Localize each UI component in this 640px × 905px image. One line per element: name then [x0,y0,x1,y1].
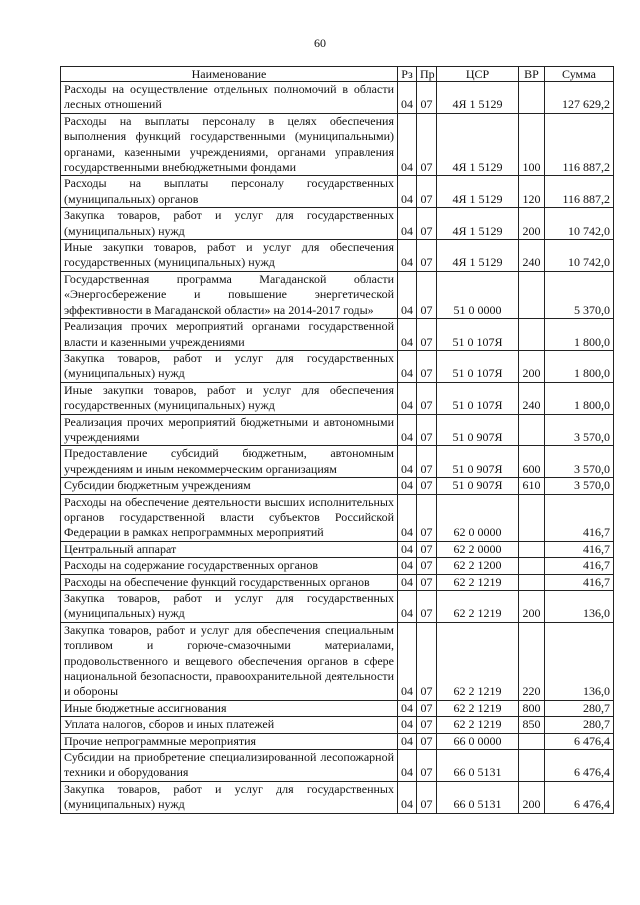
cell-csr: 4Я 1 5129 [437,113,519,176]
header-csr: ЦСР [437,67,519,82]
cell-csr: 51 0 0000 [437,271,519,318]
cell-rz: 04 [398,494,417,541]
cell-pr: 07 [417,591,437,623]
cell-sum: 127 629,2 [545,82,614,114]
cell-csr: 4Я 1 5129 [437,240,519,272]
table-row [61,781,614,813]
cell-name: Закупка товаров, работ и услуг для государственных (муниципальных) нужд [61,350,398,382]
cell-name: Расходы на содержание государственных органов [61,558,398,574]
cell-vr: 850 [519,717,545,733]
table-row [61,541,614,557]
cell-vr: 100 [519,113,545,176]
table-row [61,591,614,623]
cell-rz: 04 [398,414,417,446]
cell-name: Закупка товаров, работ и услуг для обеспечения специальным топливом и горюче-смазочными материалами, продовольственного и вещевого обеспечения органов в сфере национальной безопасности, правоохранительной деятельности и обороны [61,622,398,700]
cell-vr [519,271,545,318]
cell-csr: 66 0 5131 [437,750,519,782]
cell-name: Иные закупки товаров, работ и услуг для обеспечения государственных (муниципальных) нужд [61,240,398,272]
table-row [61,271,614,318]
table-row [61,382,614,414]
cell-csr: 51 0 907Я [437,414,519,446]
cell-name: Расходы на выплаты персоналу государственных (муниципальных) органов [61,176,398,208]
table-row [61,558,614,574]
table-header-row [61,67,614,82]
cell-pr: 07 [417,82,437,114]
table-row [61,478,614,494]
table-row [61,700,614,716]
table-row [61,717,614,733]
table-row [61,414,614,446]
cell-vr [519,414,545,446]
cell-vr: 200 [519,591,545,623]
cell-vr: 200 [519,350,545,382]
cell-name: Прочие непрограммные мероприятия [61,733,398,749]
cell-name: Реализация прочих мероприятий бюджетными и автономными учреждениями [61,414,398,446]
cell-pr: 07 [417,176,437,208]
cell-pr: 07 [417,414,437,446]
cell-csr: 62 2 1200 [437,558,519,574]
cell-name: Закупка товаров, работ и услуг для государственных (муниципальных) нужд [61,781,398,813]
budget-table [60,66,614,814]
cell-rz: 04 [398,717,417,733]
cell-sum: 1 800,0 [545,350,614,382]
cell-csr: 62 2 1219 [437,591,519,623]
cell-sum: 3 570,0 [545,414,614,446]
cell-pr: 07 [417,382,437,414]
cell-sum: 6 476,4 [545,733,614,749]
cell-name: Расходы на обеспечение деятельности высших исполнительных органов государственной власти субъектов Российской Федерации в рамках непрограммных мероприятий [61,494,398,541]
table-row [61,176,614,208]
cell-rz: 04 [398,700,417,716]
table-row [61,113,614,176]
cell-rz: 04 [398,781,417,813]
table-row [61,574,614,590]
cell-csr: 4Я 1 5129 [437,82,519,114]
header-pr: Пр [417,67,437,82]
cell-vr [519,541,545,557]
cell-vr [519,733,545,749]
cell-vr [519,82,545,114]
header-sum: Сумма [545,67,614,82]
cell-rz: 04 [398,591,417,623]
cell-name: Закупка товаров, работ и услуг для государственных (муниципальных) нужд [61,208,398,240]
cell-rz: 04 [398,350,417,382]
cell-sum: 10 742,0 [545,240,614,272]
cell-name: Субсидии на приобретение специализированной лесопожарной техники и оборудования [61,750,398,782]
cell-pr: 07 [417,240,437,272]
cell-rz: 04 [398,240,417,272]
cell-name: Реализация прочих мероприятий органами государственной власти и казенными учреждениями [61,319,398,351]
cell-pr: 07 [417,494,437,541]
cell-name: Иные бюджетные ассигнования [61,700,398,716]
cell-rz: 04 [398,113,417,176]
cell-sum: 1 800,0 [545,382,614,414]
cell-csr: 51 0 107Я [437,382,519,414]
cell-name: Расходы на выплаты персоналу в целях обеспечения выполнения функций государственными (муниципальными) органами, казенными учреждениями, органами управления государственными внебюджетными фондами [61,113,398,176]
cell-csr: 62 0 0000 [437,494,519,541]
cell-name: Государственная программа Магаданской области «Энергосбережение и повышение энергетической эффективности в Магаданской области» на 2014-2017 годы» [61,271,398,318]
cell-sum: 416,7 [545,574,614,590]
table-row [61,240,614,272]
cell-rz: 04 [398,622,417,700]
cell-vr: 120 [519,176,545,208]
cell-vr: 600 [519,446,545,478]
cell-rz: 04 [398,82,417,114]
cell-sum: 116 887,2 [545,113,614,176]
cell-rz: 04 [398,541,417,557]
cell-csr: 62 2 1219 [437,700,519,716]
cell-sum: 5 370,0 [545,271,614,318]
table-row [61,446,614,478]
cell-rz: 04 [398,271,417,318]
cell-csr: 62 2 0000 [437,541,519,557]
cell-csr: 62 2 1219 [437,574,519,590]
cell-name: Предоставление субсидий бюджетным, автономным учреждениям и иным некоммерческим организациям [61,446,398,478]
cell-pr: 07 [417,781,437,813]
cell-pr: 07 [417,574,437,590]
cell-rz: 04 [398,208,417,240]
cell-vr: 240 [519,240,545,272]
cell-name: Расходы на осуществление отдельных полномочий в области лесных отношений [61,82,398,114]
cell-rz: 04 [398,382,417,414]
cell-pr: 07 [417,622,437,700]
cell-sum: 3 570,0 [545,478,614,494]
cell-pr: 07 [417,733,437,749]
table-row [61,494,614,541]
cell-pr: 07 [417,750,437,782]
cell-sum: 136,0 [545,622,614,700]
cell-sum: 416,7 [545,558,614,574]
cell-name: Закупка товаров, работ и услуг для государственных (муниципальных) нужд [61,591,398,623]
header-name: Наименование [61,67,398,82]
cell-sum: 6 476,4 [545,750,614,782]
cell-pr: 07 [417,478,437,494]
cell-vr: 200 [519,781,545,813]
cell-name: Субсидии бюджетным учреждениям [61,478,398,494]
cell-vr: 240 [519,382,545,414]
cell-rz: 04 [398,574,417,590]
cell-rz: 04 [398,319,417,351]
cell-name: Расходы на обеспечение функций государственных органов [61,574,398,590]
cell-csr: 51 0 907Я [437,446,519,478]
cell-csr: 51 0 907Я [437,478,519,494]
cell-vr [519,558,545,574]
cell-name: Иные закупки товаров, работ и услуг для обеспечения государственных (муниципальных) нужд [61,382,398,414]
cell-csr: 51 0 107Я [437,319,519,351]
header-rz: Рз [398,67,417,82]
cell-csr: 66 0 5131 [437,781,519,813]
cell-pr: 07 [417,700,437,716]
cell-vr: 610 [519,478,545,494]
cell-sum: 3 570,0 [545,446,614,478]
cell-vr: 220 [519,622,545,700]
cell-rz: 04 [398,176,417,208]
cell-name: Уплата налогов, сборов и иных платежей [61,717,398,733]
cell-sum: 10 742,0 [545,208,614,240]
cell-csr: 62 2 1219 [437,717,519,733]
cell-name: Центральный аппарат [61,541,398,557]
table-row [61,82,614,114]
table-row [61,622,614,700]
cell-pr: 07 [417,350,437,382]
cell-sum: 416,7 [545,494,614,541]
table-row [61,350,614,382]
cell-pr: 07 [417,208,437,240]
cell-sum: 280,7 [545,700,614,716]
cell-sum: 1 800,0 [545,319,614,351]
cell-sum: 6 476,4 [545,781,614,813]
cell-vr [519,494,545,541]
cell-csr: 4Я 1 5129 [437,176,519,208]
cell-vr [519,574,545,590]
cell-vr [519,750,545,782]
table-row [61,733,614,749]
cell-rz: 04 [398,733,417,749]
cell-pr: 07 [417,446,437,478]
cell-vr: 800 [519,700,545,716]
header-vr: ВР [519,67,545,82]
cell-rz: 04 [398,750,417,782]
table-row [61,208,614,240]
cell-csr: 4Я 1 5129 [437,208,519,240]
cell-csr: 51 0 107Я [437,350,519,382]
cell-vr: 200 [519,208,545,240]
cell-rz: 04 [398,478,417,494]
cell-sum: 280,7 [545,717,614,733]
cell-pr: 07 [417,113,437,176]
cell-sum: 416,7 [545,541,614,557]
cell-rz: 04 [398,558,417,574]
cell-csr: 62 2 1219 [437,622,519,700]
cell-sum: 136,0 [545,591,614,623]
cell-pr: 07 [417,319,437,351]
cell-vr [519,319,545,351]
cell-csr: 66 0 0000 [437,733,519,749]
page-number: 60 [314,36,326,50]
cell-pr: 07 [417,717,437,733]
table-row [61,750,614,782]
cell-pr: 07 [417,271,437,318]
cell-sum: 116 887,2 [545,176,614,208]
cell-pr: 07 [417,558,437,574]
cell-pr: 07 [417,541,437,557]
table-row [61,319,614,351]
cell-rz: 04 [398,446,417,478]
